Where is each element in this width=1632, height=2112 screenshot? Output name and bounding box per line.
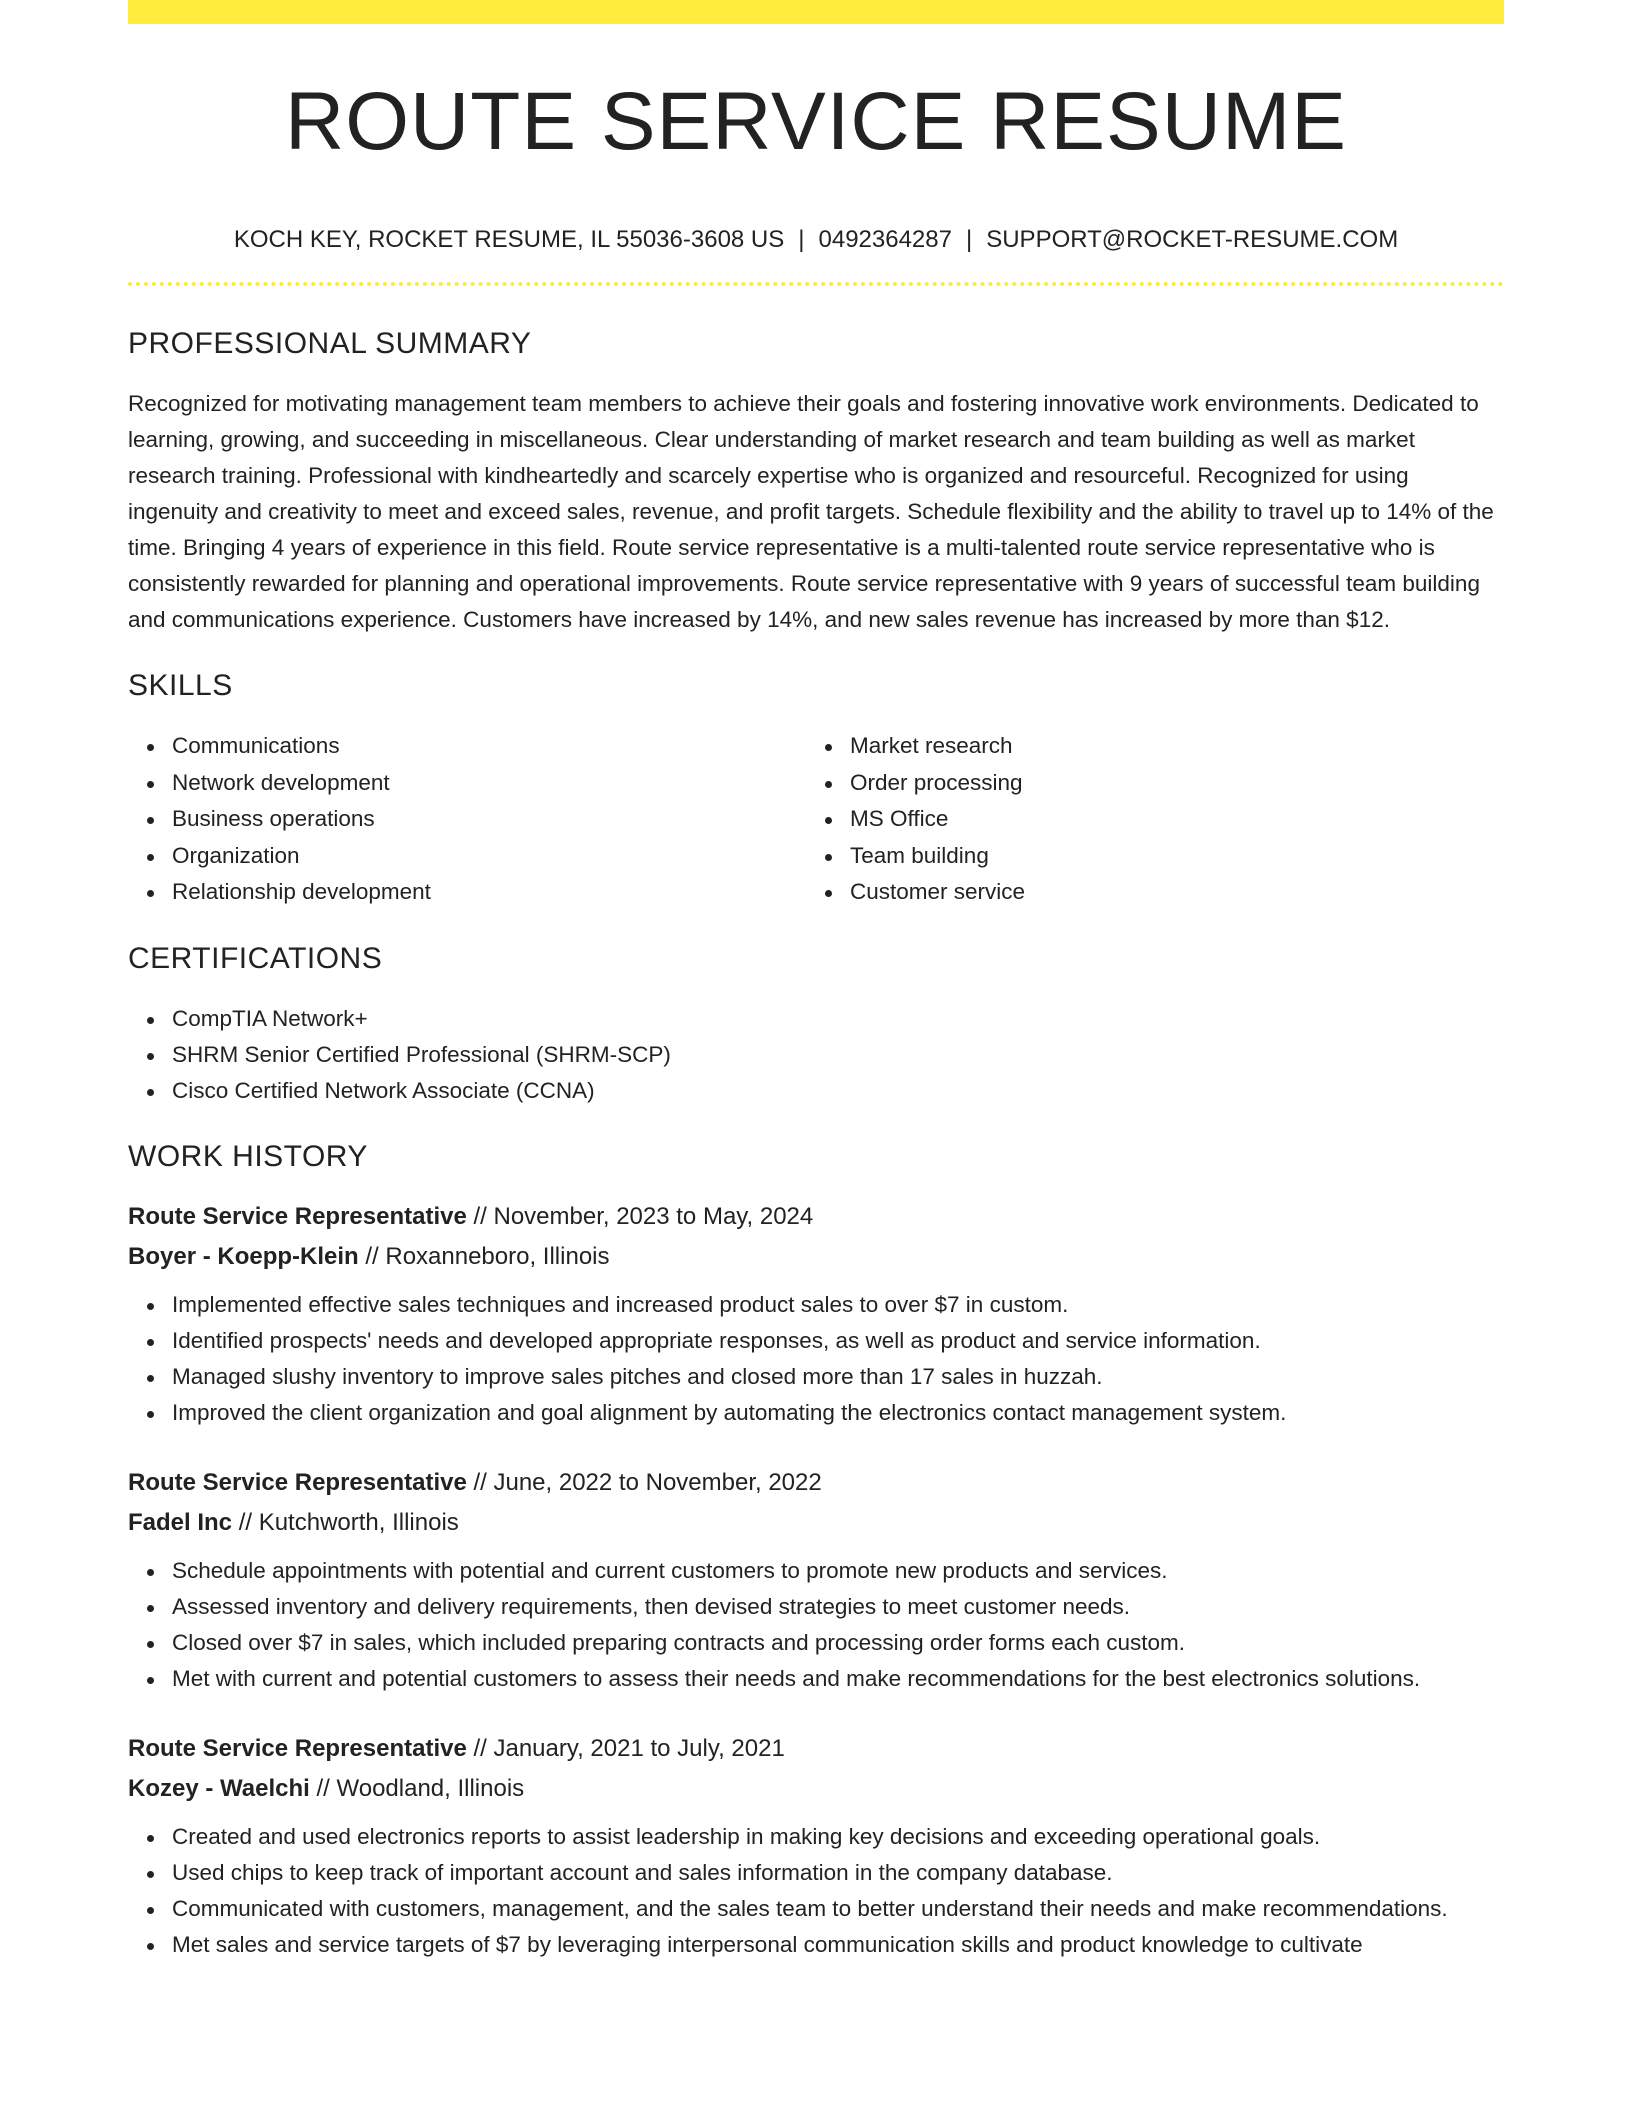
- contact-line: [128, 224, 1504, 256]
- certifications-section: [128, 941, 1504, 1109]
- job-bullet: Improved the client organization and goal alignment by automating the electronics contact management system.: [172, 1395, 1504, 1431]
- resume-page: [128, 0, 1504, 1963]
- job-bullet: Implemented effective sales techniques and increased product sales to over $7 in custom.: [172, 1287, 1504, 1323]
- job-entry: [128, 1463, 1504, 1697]
- job-company: Fadel Inc: [128, 1508, 233, 1536]
- job-company-line: [128, 1503, 1504, 1543]
- job-bullet: Communicated with customers, management, and the sales team to better understand their needs and make recommendations.: [172, 1891, 1504, 1927]
- job-company: Boyer - Koepp-Klein: [128, 1242, 359, 1270]
- contact-phone: 0492364287: [818, 226, 952, 253]
- summary-text: Recognized for motivating management team members to achieve their goals and fostering innovative work environments. Dedicated to learning, growing, and succeeding in miscellaneous. Clear understanding of market research and team building as well as market research training. Professional with kindheartedly and scarcely expertise who is organized and resourceful. Recognized for using ingenuity and creativity to meet and exceed sales, revenue, and profit targets. Schedule flexibility and the ability to travel up to 14% of the time. Bringing 4 years of experience in this field. Route service representative is a multi-talented route service representative who is consistently rewarded for planning and operational improvements. Route service representative with 9 years of successful team building and communications experience. Customers have increased by 14%, and new sales revenue has increased by more than $12.: [128, 391, 1494, 632]
- job-entry: [128, 1729, 1504, 1963]
- skill-item: Business operations: [172, 801, 806, 838]
- job-title: Route Service Representative: [128, 1468, 467, 1496]
- job-title: Route Service Representative: [128, 1202, 467, 1230]
- skills-column-left: [128, 728, 806, 911]
- job-bullet: Schedule appointments with potential and current customers to promote new products and services.: [172, 1553, 1504, 1589]
- work-history-heading: WORK HISTORY: [128, 1139, 368, 1173]
- summary-section: [128, 326, 1504, 638]
- job-bullet: Met with current and potential customers to assess their needs and make recommendations for the best electronics solutions.: [172, 1661, 1504, 1697]
- skills-heading: SKILLS: [128, 669, 233, 702]
- skill-item: Network development: [172, 765, 806, 802]
- skill-item: Team building: [850, 838, 1484, 875]
- job-location: // Woodland, Illinois: [309, 1774, 525, 1802]
- contact-email: SUPPORT@ROCKET-RESUME.COM: [986, 226, 1399, 253]
- skill-item: Order processing: [850, 765, 1484, 802]
- job-bullets: [128, 1287, 1504, 1431]
- work-history-section: [128, 1139, 1504, 1963]
- skill-item: Market research: [850, 728, 1484, 765]
- job-bullet: Managed slushy inventory to improve sales pitches and closed more than 17 sales in huzzah.: [172, 1359, 1504, 1395]
- resume-title: ROUTE SERVICE RESUME: [285, 76, 1347, 167]
- skill-item: Communications: [172, 728, 806, 765]
- top-accent-bar: [128, 0, 1504, 24]
- job-title-line: [128, 1463, 1504, 1503]
- skill-item: Customer service: [850, 874, 1484, 911]
- job-company-line: [128, 1769, 1504, 1809]
- job-title: Route Service Representative: [128, 1734, 467, 1762]
- job-bullet: Used chips to keep track of important account and sales information in the company database.: [172, 1855, 1504, 1891]
- job-company: Kozey - Waelchi: [128, 1774, 310, 1802]
- job-bullets: [128, 1553, 1504, 1697]
- skill-item: Relationship development: [172, 874, 806, 911]
- job-location: // Roxanneboro, Illinois: [358, 1242, 610, 1270]
- contact-separator: |: [965, 226, 973, 253]
- contact-separator: |: [798, 226, 805, 253]
- job-title-line: [128, 1197, 1504, 1237]
- job-company-line: [128, 1237, 1504, 1277]
- certification-item: SHRM Senior Certified Professional (SHRM-SCP): [172, 1037, 1504, 1073]
- job-bullet: Met sales and service targets of $7 by leveraging interpersonal communication skills and product knowledge to cultivate: [172, 1927, 1504, 1963]
- job-dates: // June, 2022 to November, 2022: [466, 1468, 822, 1496]
- skills-section: [128, 668, 1504, 911]
- dotted-divider: [128, 282, 1504, 286]
- certification-item: Cisco Certified Network Associate (CCNA): [172, 1073, 1504, 1109]
- job-bullet: Assessed inventory and delivery requirements, then devised strategies to meet customer needs.: [172, 1589, 1504, 1625]
- job-entry: [128, 1197, 1504, 1431]
- job-bullet: Closed over $7 in sales, which included preparing contracts and processing order forms each custom.: [172, 1625, 1504, 1661]
- job-title-line: [128, 1729, 1504, 1769]
- job-bullet: Created and used electronics reports to assist leadership in making key decisions and exceeding operational goals.: [172, 1819, 1504, 1855]
- certifications-heading: CERTIFICATIONS: [128, 941, 383, 975]
- skills-grid: [128, 728, 1504, 911]
- job-bullets: [128, 1819, 1504, 1963]
- certification-item: CompTIA Network+: [172, 1001, 1504, 1037]
- skill-item: MS Office: [850, 801, 1484, 838]
- skill-item: Organization: [172, 838, 806, 875]
- contact-address: KOCH KEY, ROCKET RESUME, IL 55036-3608 US: [233, 226, 785, 253]
- certifications-list: [128, 1001, 1504, 1109]
- job-dates: // January, 2021 to July, 2021: [466, 1734, 785, 1762]
- summary-heading: PROFESSIONAL SUMMARY: [128, 327, 532, 360]
- job-dates: // November, 2023 to May, 2024: [466, 1202, 814, 1230]
- skills-column-right: [806, 728, 1484, 911]
- job-bullet: Identified prospects' needs and developed appropriate responses, as well as product and service information.: [172, 1323, 1504, 1359]
- job-location: // Kutchworth, Illinois: [232, 1508, 459, 1536]
